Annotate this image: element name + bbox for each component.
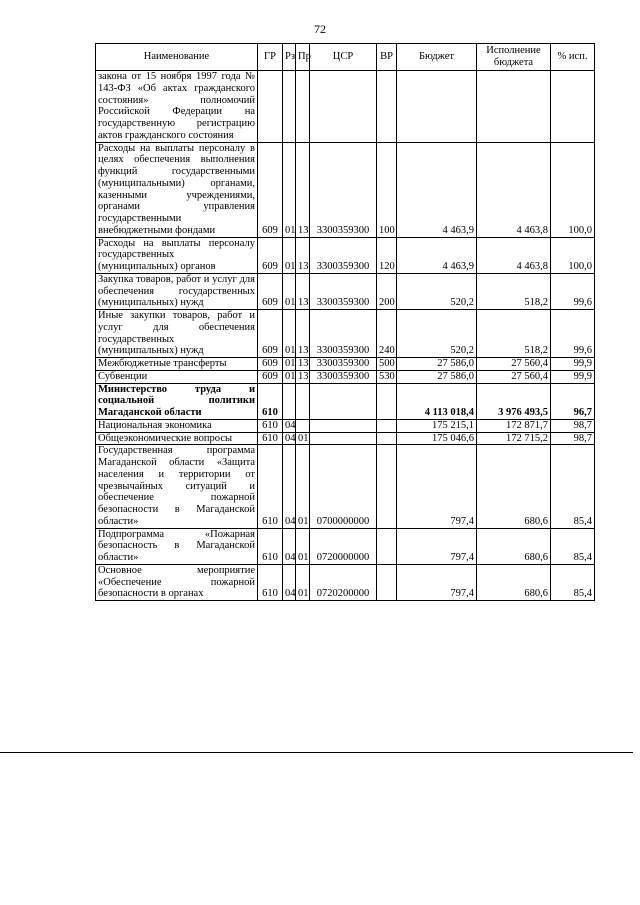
cell-execution: 680,6 xyxy=(477,564,551,600)
cell-name: Расходы на выплаты персоналу в целях обеспечения выполнения функций государственными (муниципальными) органами, казенными учреждениями, органами управления государственными внебюджетными фондами xyxy=(96,142,258,237)
table-row xyxy=(96,528,595,564)
cell-name: Межбюджетные трансферты xyxy=(96,358,258,371)
cell-pr: 01 xyxy=(296,564,310,600)
header-csr: ЦСР xyxy=(310,44,377,71)
cell-execution xyxy=(477,71,551,143)
cell-percent: 85,4 xyxy=(551,564,595,600)
table-row xyxy=(96,237,595,273)
cell-execution: 680,6 xyxy=(477,528,551,564)
cell-execution: 4 463,8 xyxy=(477,237,551,273)
cell-gr: 610 xyxy=(258,445,283,528)
cell-name: Субвенции xyxy=(96,370,258,383)
cell-rz xyxy=(283,71,296,143)
table-row xyxy=(96,564,595,600)
cell-csr: 0700000000 xyxy=(310,445,377,528)
cell-pr: 01 xyxy=(296,432,310,445)
cell-pr xyxy=(296,383,310,419)
cell-budget: 4 463,9 xyxy=(397,237,477,273)
cell-pr: 13 xyxy=(296,310,310,358)
cell-csr: 0720000000 xyxy=(310,528,377,564)
cell-csr: 0720200000 xyxy=(310,564,377,600)
cell-csr: 3300359300 xyxy=(310,358,377,371)
cell-vr xyxy=(377,419,397,432)
cell-gr: 610 xyxy=(258,564,283,600)
table-row xyxy=(96,71,595,143)
cell-percent: 99,6 xyxy=(551,310,595,358)
cell-rz: 04 xyxy=(283,432,296,445)
cell-gr: 609 xyxy=(258,273,283,309)
cell-csr: 3300359300 xyxy=(310,237,377,273)
cell-csr xyxy=(310,419,377,432)
cell-budget: 797,4 xyxy=(397,528,477,564)
cell-budget: 27 586,0 xyxy=(397,358,477,371)
cell-budget: 797,4 xyxy=(397,445,477,528)
cell-percent: 99,9 xyxy=(551,370,595,383)
cell-rz: 01 xyxy=(283,310,296,358)
table-row xyxy=(96,273,595,309)
budget-table xyxy=(95,43,595,601)
cell-percent xyxy=(551,71,595,143)
header-vr: ВР xyxy=(377,44,397,71)
cell-name: Иные закупки товаров, работ и услуг для обеспечения государственных (муниципальных) нужд xyxy=(96,310,258,358)
cell-pr: 13 xyxy=(296,370,310,383)
header-budget: Бюджет xyxy=(397,44,477,71)
cell-gr: 610 xyxy=(258,383,283,419)
cell-gr: 609 xyxy=(258,358,283,371)
cell-vr xyxy=(377,432,397,445)
cell-name: Расходы на выплаты персоналу государственных (муниципальных) органов xyxy=(96,237,258,273)
cell-budget: 175 046,6 xyxy=(397,432,477,445)
cell-budget: 797,4 xyxy=(397,564,477,600)
cell-gr: 610 xyxy=(258,432,283,445)
header-percent: % исп. xyxy=(551,44,595,71)
cell-percent: 96,7 xyxy=(551,383,595,419)
cell-execution: 3 976 493,5 xyxy=(477,383,551,419)
cell-rz xyxy=(283,383,296,419)
cell-pr: 01 xyxy=(296,528,310,564)
cell-pr xyxy=(296,419,310,432)
cell-vr: 100 xyxy=(377,142,397,237)
cell-gr: 609 xyxy=(258,370,283,383)
cell-gr xyxy=(258,71,283,143)
cell-gr: 609 xyxy=(258,142,283,237)
cell-vr: 500 xyxy=(377,358,397,371)
cell-vr xyxy=(377,383,397,419)
header-gr: ГР xyxy=(258,44,283,71)
cell-percent: 100,0 xyxy=(551,142,595,237)
cell-gr: 609 xyxy=(258,237,283,273)
cell-percent: 85,4 xyxy=(551,528,595,564)
cell-rz: 04 xyxy=(283,528,296,564)
cell-percent: 85,4 xyxy=(551,445,595,528)
cell-budget: 520,2 xyxy=(397,273,477,309)
header-pr: Пр xyxy=(296,44,310,71)
cell-rz: 01 xyxy=(283,358,296,371)
table-row xyxy=(96,370,595,383)
header-execution: Исполнение бюджета xyxy=(477,44,551,71)
cell-budget: 175 215,1 xyxy=(397,419,477,432)
cell-execution: 27 560,4 xyxy=(477,358,551,371)
cell-percent: 99,6 xyxy=(551,273,595,309)
cell-name: Государственная программа Магаданской области «Защита населения и территории от чрезвычайных ситуаций и обеспечение пожарной безопасности в Магаданской области» xyxy=(96,445,258,528)
cell-name: Подпрограмма «Пожарная безопасность в Магаданской области» xyxy=(96,528,258,564)
cell-vr xyxy=(377,564,397,600)
cell-pr: 13 xyxy=(296,358,310,371)
cell-budget: 27 586,0 xyxy=(397,370,477,383)
table-row xyxy=(96,432,595,445)
cell-rz: 01 xyxy=(283,142,296,237)
cell-execution: 518,2 xyxy=(477,273,551,309)
cell-execution: 172 871,7 xyxy=(477,419,551,432)
cell-pr: 01 xyxy=(296,445,310,528)
footer-divider xyxy=(0,752,633,753)
cell-pr: 13 xyxy=(296,142,310,237)
table-row xyxy=(96,445,595,528)
cell-gr: 610 xyxy=(258,528,283,564)
table-row xyxy=(96,310,595,358)
cell-csr xyxy=(310,71,377,143)
cell-vr xyxy=(377,71,397,143)
cell-vr xyxy=(377,445,397,528)
cell-rz: 04 xyxy=(283,564,296,600)
cell-budget xyxy=(397,71,477,143)
cell-execution: 27 560,4 xyxy=(477,370,551,383)
cell-name: Закупка товаров, работ и услуг для обеспечения государственных (муниципальных) нужд xyxy=(96,273,258,309)
cell-pr: 13 xyxy=(296,273,310,309)
cell-pr xyxy=(296,71,310,143)
cell-rz: 01 xyxy=(283,237,296,273)
cell-budget: 520,2 xyxy=(397,310,477,358)
cell-csr: 3300359300 xyxy=(310,273,377,309)
header-rz: Рз xyxy=(283,44,296,71)
cell-percent: 99,9 xyxy=(551,358,595,371)
cell-csr: 3300359300 xyxy=(310,310,377,358)
cell-gr: 609 xyxy=(258,310,283,358)
cell-pr: 13 xyxy=(296,237,310,273)
table-header-row xyxy=(96,44,595,71)
page-number: 72 xyxy=(314,22,326,36)
cell-gr: 610 xyxy=(258,419,283,432)
cell-execution: 4 463,8 xyxy=(477,142,551,237)
table-row xyxy=(96,383,595,419)
cell-name: закона от 15 ноября 1997 года № 143-ФЗ «Об актах гражданского состояния» полномочий Российской Федерации на государственную регистрацию актов гражданского состояния xyxy=(96,71,258,143)
cell-execution: 518,2 xyxy=(477,310,551,358)
table-row xyxy=(96,419,595,432)
cell-name: Министерство труда и социальной политики Магаданской области xyxy=(96,383,258,419)
cell-vr: 120 xyxy=(377,237,397,273)
cell-percent: 98,7 xyxy=(551,419,595,432)
cell-vr: 530 xyxy=(377,370,397,383)
cell-csr: 3300359300 xyxy=(310,370,377,383)
cell-execution: 172 715,2 xyxy=(477,432,551,445)
cell-csr: 3300359300 xyxy=(310,142,377,237)
cell-percent: 100,0 xyxy=(551,237,595,273)
cell-csr xyxy=(310,383,377,419)
cell-vr xyxy=(377,528,397,564)
cell-rz: 04 xyxy=(283,445,296,528)
header-name: Наименование xyxy=(96,44,258,71)
cell-vr: 240 xyxy=(377,310,397,358)
cell-vr: 200 xyxy=(377,273,397,309)
cell-budget: 4 463,9 xyxy=(397,142,477,237)
cell-name: Общеэкономические вопросы xyxy=(96,432,258,445)
table-row xyxy=(96,142,595,237)
table-row xyxy=(96,358,595,371)
cell-percent: 98,7 xyxy=(551,432,595,445)
cell-execution: 680,6 xyxy=(477,445,551,528)
cell-name: Национальная экономика xyxy=(96,419,258,432)
cell-csr xyxy=(310,432,377,445)
cell-budget: 4 113 018,4 xyxy=(397,383,477,419)
cell-rz: 04 xyxy=(283,419,296,432)
cell-rz: 01 xyxy=(283,273,296,309)
cell-rz: 01 xyxy=(283,370,296,383)
table-body xyxy=(96,71,595,601)
cell-name: Основное мероприятие «Обеспечение пожарной безопасности в органах xyxy=(96,564,258,600)
